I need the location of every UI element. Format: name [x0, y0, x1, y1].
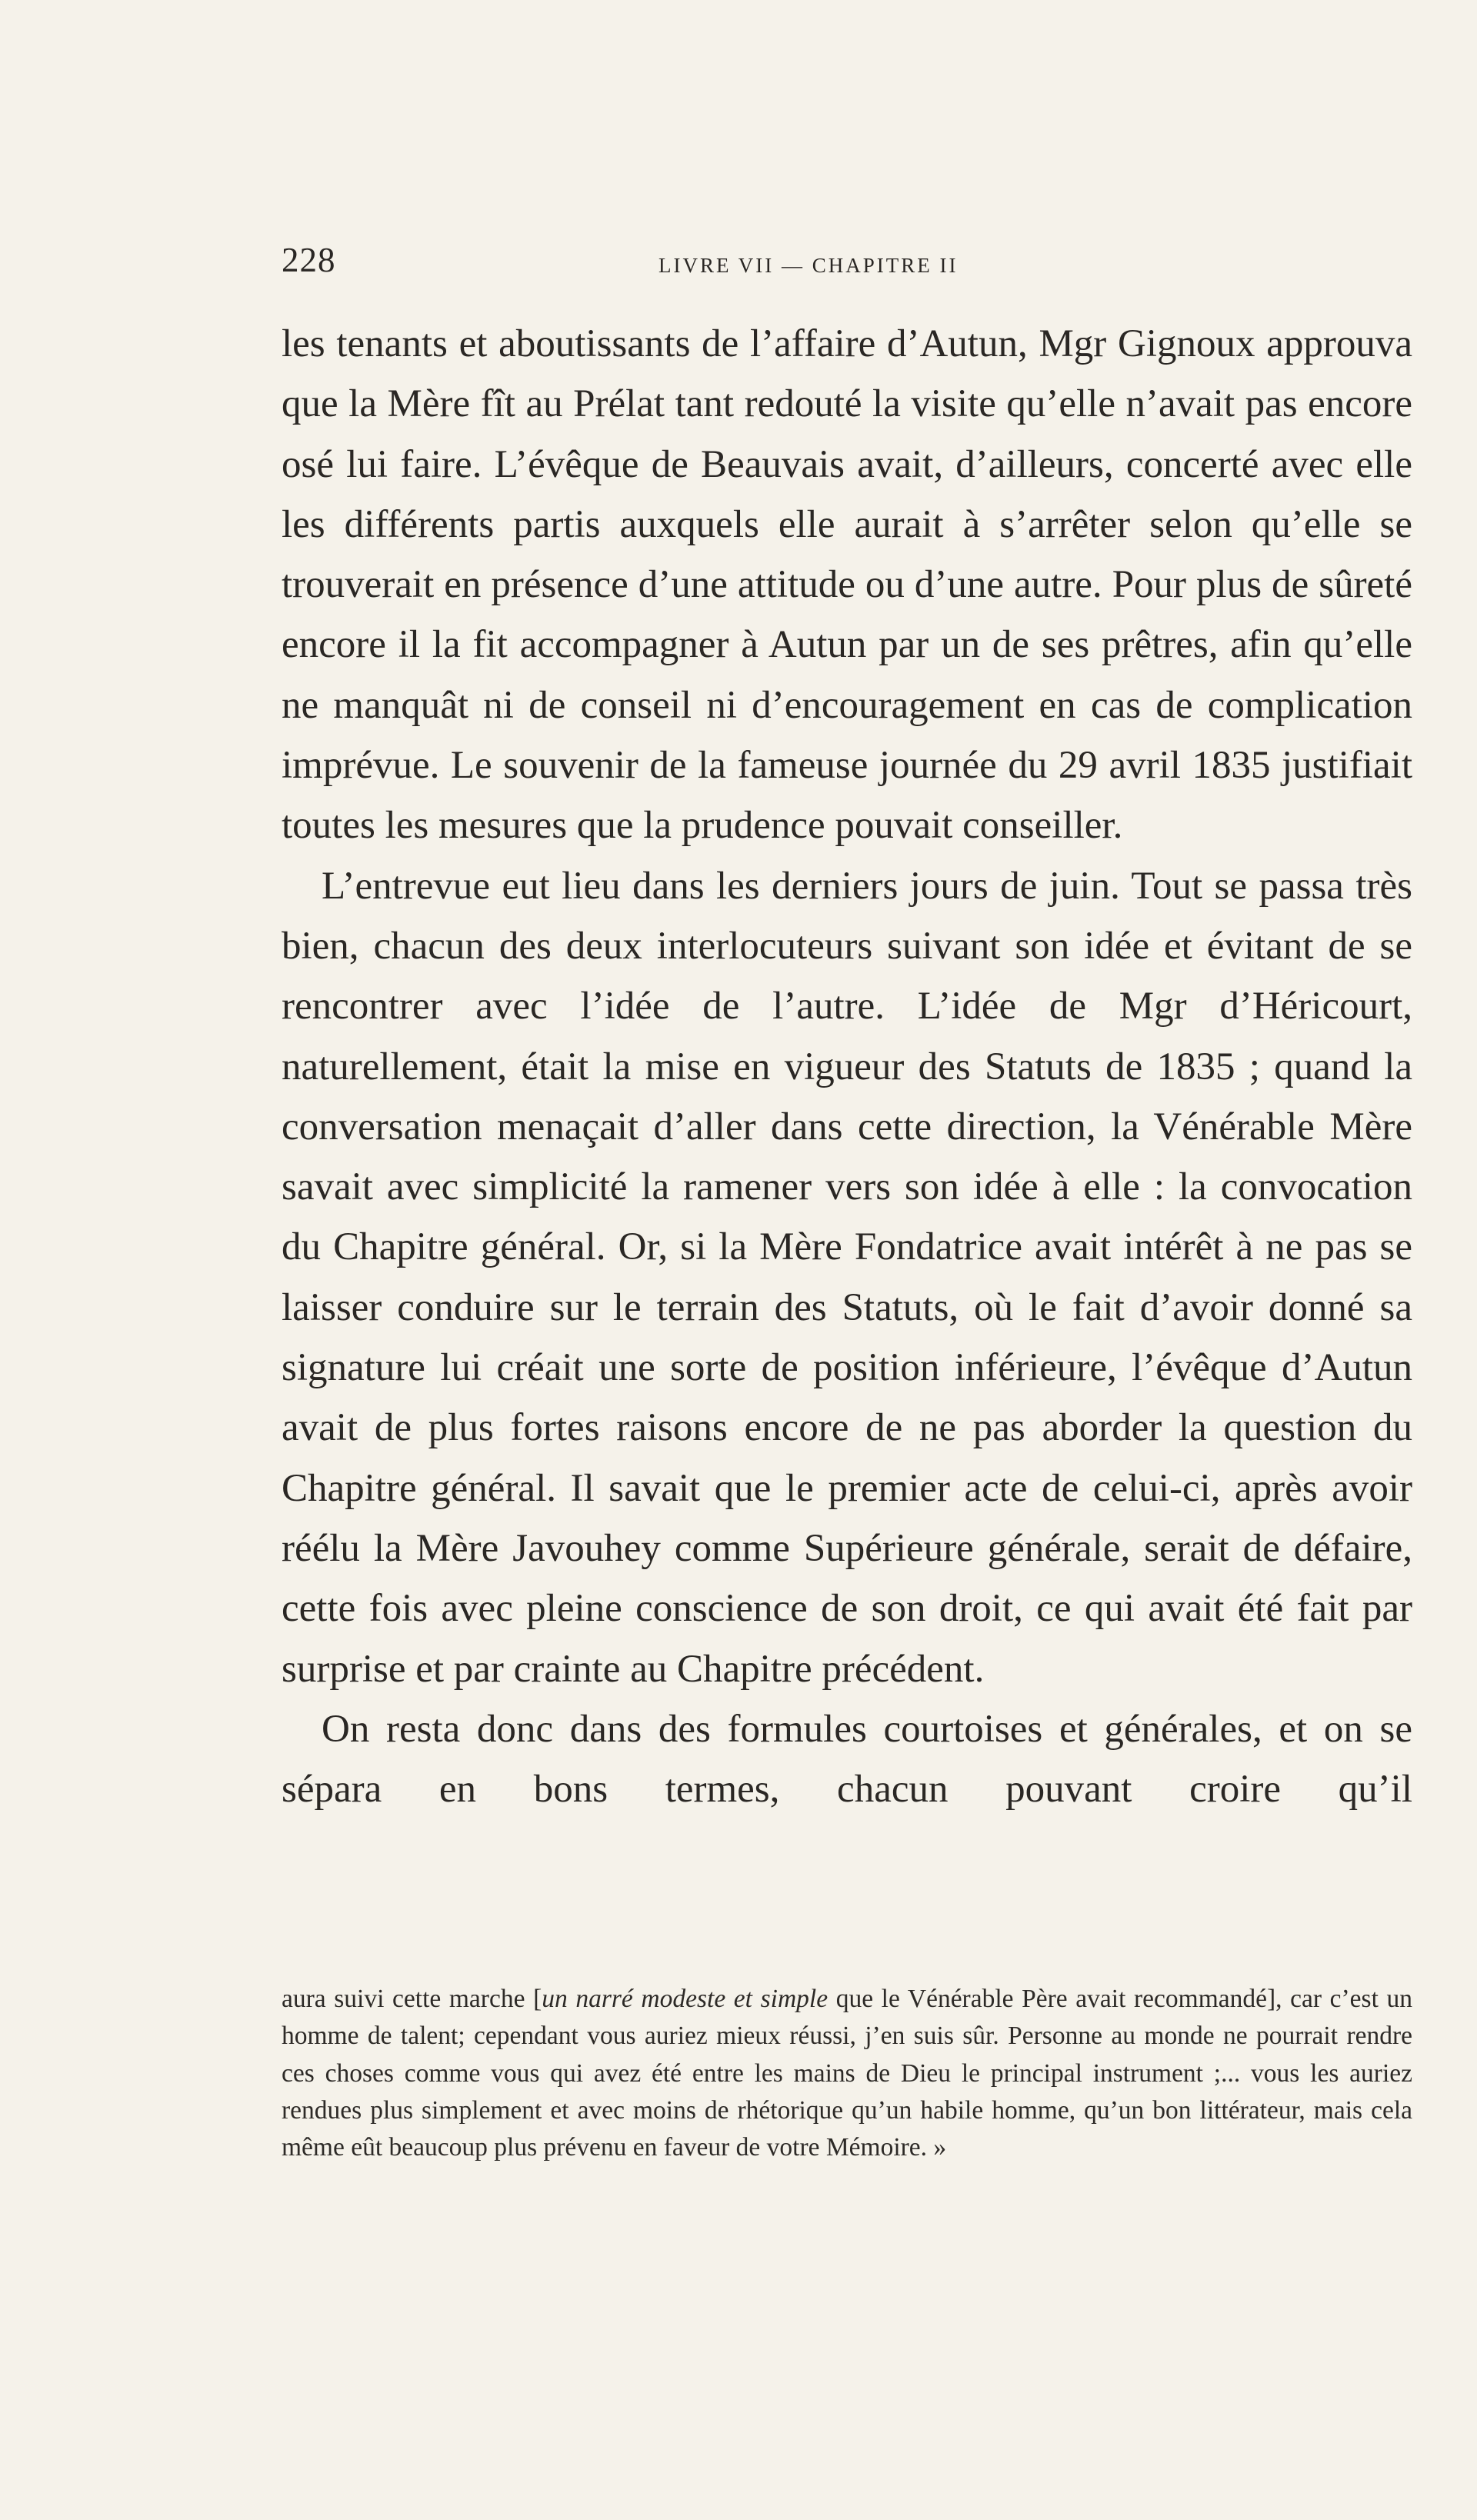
paragraph-entrevue: L’entrevue eut lieu dans les derniers jours de juin. Tout se passa très bien, chacun des deux interlocuteurs suivant son idée et évitant de se rencontrer avec l’idée de l’autre. L’idée de Mgr d’Héricourt, naturellement, était la mise en vigueur des Statuts de 1835 ; quand la conversation menaçait d’aller dans cette direction, la Vénérable Mère savait avec simplicité la ramener vers son idée à elle : la convocation du Chapitre général. Or, si la Mère Fondatrice avait intérêt à ne pas se laisser conduire sur le terrain des Statuts, où le fait d’avoir donné sa signature lui créait une sorte de position inférieure, l’évêque d’Autun avait de plus fortes raisons encore de ne pas aborder la question du Chapitre général. Il savait que le premier acte de celui-ci, après avoir réélu la Mère Javouhey comme Supérieure générale, serait de défaire, cette fois avec pleine conscience de son droit, ce qui avait été fait par surprise et par crainte au Chapitre précédent. — [282, 864, 1412, 1691]
footnote-text-end: que le Vénérable Père avait recommandé], car c’est un homme de talent; cependant vous auriez mieux réussi, j’en suis sûr. Personne au monde ne pourrait rendre ces choses comme vous qui avez été entre les mains de Dieu le principal instrument ;... vous les auriez rendues plus simplement et avec moins de rhétorique qu’un habile homme, qu’un bon littérateur, mais cela même eût beaucoup plus prévenu en faveur de votre Mémoire. » — [282, 1985, 1413, 2162]
paragraph-continued: les tenants et aboutissants de l’affaire d’Autun, Mgr Gignoux approuva que la Mère fît au Prélat tant redouté la visite qu’elle n’avait pas encore osé lui faire. L’évêque de Beauvais avait, d’ailleurs, concerté avec elle les différents partis auxquels elle aurait à s’arrêter selon qu’elle se trouverait en présence d’une attitude ou d’une autre. Pour plus de sûreté encore il la fit accompagner à Autun par un de ses prêtres, afin qu’elle ne manquât ni de conseil ni d’encouragement en cas de complication imprévue. Le souvenir de la fameuse journée du 29 avril 1835 justifiait toutes les mesures que la prudence pouvait conseiller. — [282, 322, 1412, 848]
page-header — [282, 240, 1051, 286]
paragraph-separation: On resta donc dans des formules courtoises et générales, et on se sépara en bons termes, chacun pouvant croire qu’il — [282, 1707, 1412, 1812]
running-head: LIVRE VII — CHAPITRE II — [658, 254, 959, 277]
footnote — [282, 1981, 1412, 2166]
page-number: 228 — [282, 241, 336, 279]
main-text — [282, 314, 1412, 1819]
footnote-italic-quote: un narré modeste et simple — [542, 1985, 829, 2013]
footnote-text-start: aura suivi cette marche [ — [282, 1985, 542, 2013]
